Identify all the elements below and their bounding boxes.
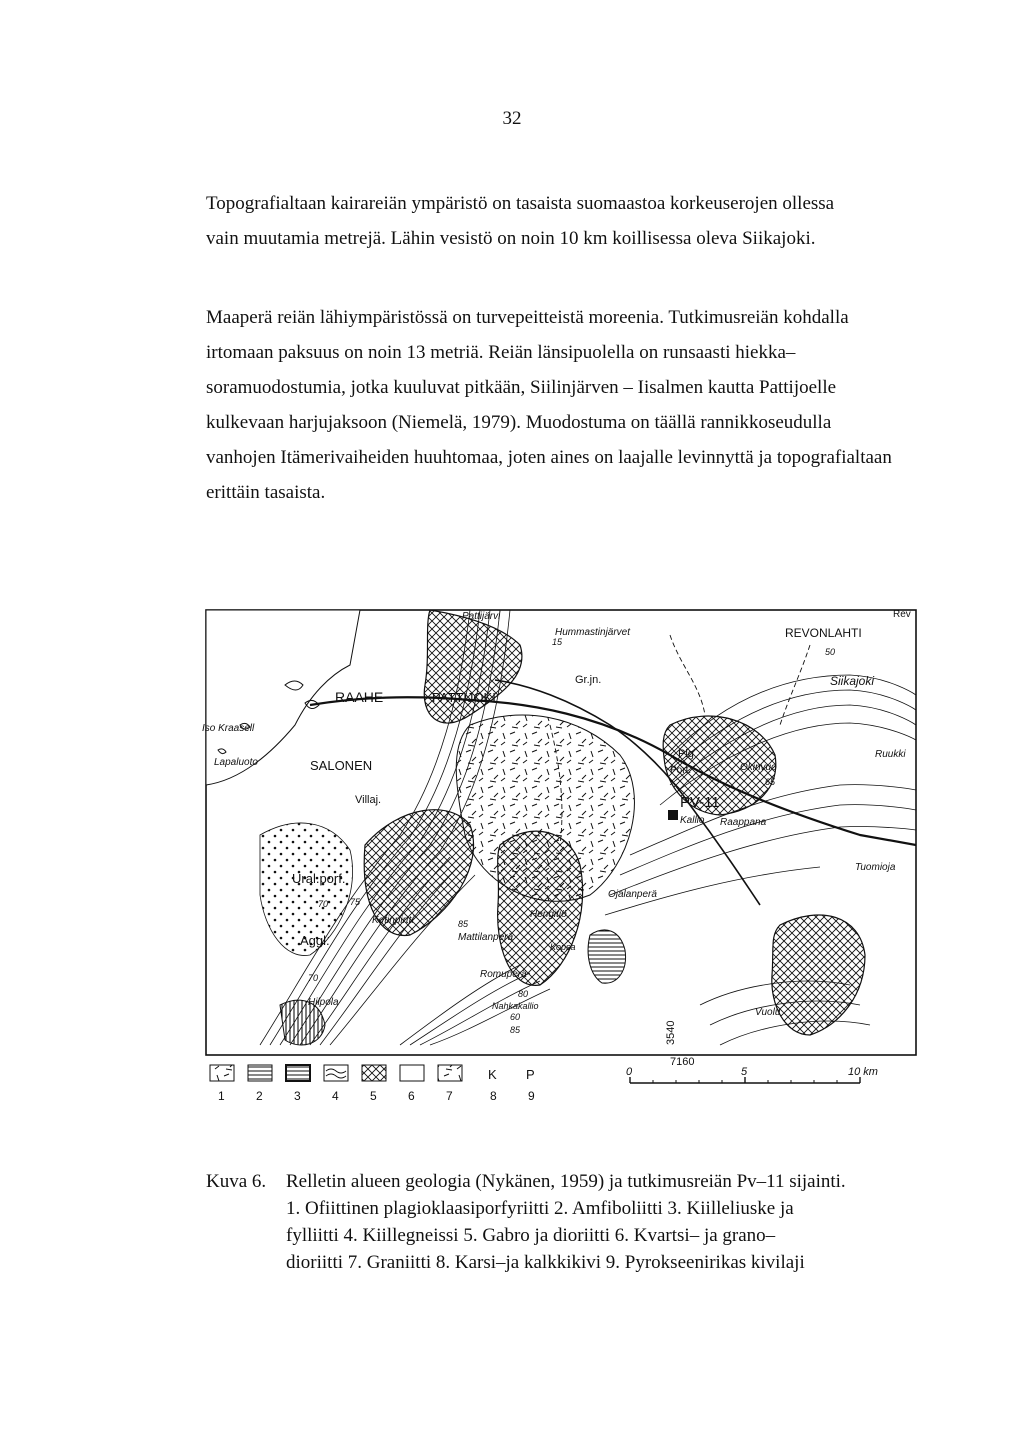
map-label: REVONLAHTI xyxy=(785,626,862,640)
text-line: soramuodostumia, jotka kuuluvat pitkään, Siilinjärven – Iisalmen kautta Pattijoelle xyxy=(206,377,837,398)
map-label: Raappana xyxy=(720,817,767,828)
map-label: Hummastinjärvet xyxy=(555,627,631,638)
text-line: vanhojen Itämerivaiheiden huuhtomaa, joten aines on laajalle levinnyttä ja topografialtaan xyxy=(206,447,892,468)
legend-swatch-7 xyxy=(438,1065,462,1081)
dip-value: 70 xyxy=(308,973,319,983)
paragraph-soil xyxy=(206,300,906,510)
dip-value: 70 xyxy=(318,899,329,909)
caption-line: dioriitti 7. Graniitti 8. Karsi–ja kalkkikivi 9. Pyrokseenirikas kivilaji xyxy=(286,1252,805,1273)
map-label: Lapaluoto xyxy=(214,757,258,768)
legend-swatch-3 xyxy=(286,1065,310,1081)
map-label: Aggl. xyxy=(300,933,330,948)
map-label: RAAHE xyxy=(335,689,384,705)
map-label: Kallio xyxy=(680,815,705,826)
legend-number: 1 xyxy=(218,1089,225,1103)
geology-map xyxy=(200,605,920,1105)
map-label: Plg xyxy=(678,748,694,760)
caption-line: fylliitti 4. Kiillegneissi 5. Gabro ja dioriitti 6. Kvartsi– ja grano– xyxy=(286,1225,776,1246)
legend-swatch-1 xyxy=(210,1065,234,1081)
dip-value: 50 xyxy=(825,647,836,657)
map-label: Tuomioja xyxy=(855,862,896,873)
map-hole-label: PV-11 xyxy=(680,794,720,811)
legend-swatch-4 xyxy=(324,1065,348,1081)
map-label: Pattijärvi xyxy=(462,611,501,622)
text-line: Topografialtaan kairareiän ympäristö on tasaista suomaastoa korkeuserojen ollessa xyxy=(206,193,835,214)
legend-number: 4 xyxy=(332,1089,339,1103)
map-legend xyxy=(210,1065,462,1081)
map-label: Okinvuo xyxy=(740,762,777,773)
caption-line: Relletin alueen geologia (Nykänen, 1959) ja tutkimusreiän Pv–11 sijainti. xyxy=(286,1171,846,1192)
caption-label: Kuva 6. xyxy=(206,1171,267,1192)
legend-wave xyxy=(326,1069,346,1078)
dip-value: 80 xyxy=(518,989,529,999)
map-label: Ural.porf. xyxy=(292,871,346,886)
dip-value: 85 xyxy=(510,1025,521,1035)
drill-hole-marker xyxy=(668,810,678,820)
dip-value: 15 xyxy=(552,637,563,647)
paragraph-topography xyxy=(206,186,906,256)
map-label: Kopsa xyxy=(550,942,576,952)
map-label: PATTIJOKI xyxy=(432,690,496,705)
map-label: Siikajoki xyxy=(830,674,875,688)
legend-swatch-5 xyxy=(362,1065,386,1081)
text-line: Maaperä reiän lähiympäristössä on turvepeitteistä moreenia. Tutkimusreiän kohdalla xyxy=(206,307,849,328)
map-label: Hengitiö xyxy=(530,909,567,920)
text-line: kulkevaan harjujaksoon (Niemelä, 1979). Muodostuma on täällä rannikkoseudulla xyxy=(206,412,832,433)
grid-number: 7160 xyxy=(670,1056,695,1068)
map-label: Hilpola xyxy=(308,997,339,1008)
scale-bar xyxy=(626,1056,878,1083)
legend-letter-k: K xyxy=(488,1067,497,1082)
scale-end: 10 km xyxy=(848,1066,878,1078)
legend-swatch-6 xyxy=(400,1065,424,1081)
legend-number: 7 xyxy=(446,1089,453,1103)
side-grid-number: 3540 xyxy=(665,1020,677,1045)
legend-letter-p: P xyxy=(526,1067,535,1082)
legend-swatch-2 xyxy=(248,1065,272,1081)
dip-value: 60 xyxy=(510,1012,521,1022)
map-label: Ketinpirtti xyxy=(372,915,414,926)
scale-mid: 5 xyxy=(741,1066,748,1078)
dip-value: 75 xyxy=(350,897,361,907)
legend-number: 8 xyxy=(490,1089,497,1103)
map-label: Porf. xyxy=(670,765,692,776)
text-line: irtomaan paksuus on noin 13 metriä. Reiän länsipuolella on runsaasti hiekka– xyxy=(206,342,796,363)
map-label: Ruukki xyxy=(875,749,906,760)
legend-number: 5 xyxy=(370,1089,377,1103)
map-label: SALONEN xyxy=(310,758,373,773)
map-label: Rev xyxy=(893,609,911,620)
map-label: Villaj. xyxy=(355,794,382,806)
legend-number: 6 xyxy=(408,1089,415,1103)
map-label: Iso Kraasell xyxy=(202,723,255,734)
legend-number: 3 xyxy=(294,1089,301,1103)
text-line: vain muutamia metrejä. Lähin vesistö on noin 10 km koillisessa oleva Siikajoki. xyxy=(206,228,816,249)
dip-value: 65 xyxy=(765,777,776,787)
map-label: Vuolu xyxy=(755,1007,781,1018)
legend-number: 9 xyxy=(528,1089,535,1103)
caption-line: 1. Ofiittinen plagioklaasiporfyriitti 2. Amfiboliitti 3. Kiilleliuske ja xyxy=(286,1198,794,1219)
scale-start: 0 xyxy=(626,1066,633,1078)
text-line: erittäin tasaista. xyxy=(206,482,326,503)
dip-value: 85 xyxy=(458,919,469,929)
map-label: Gr.jn. xyxy=(575,674,602,686)
caption-body xyxy=(286,1168,926,1276)
legend-number: 2 xyxy=(256,1089,263,1103)
map-label: Nahkakallio xyxy=(492,1001,539,1011)
page-number: 32 xyxy=(502,108,522,129)
map-label: Ojalanperä xyxy=(608,889,657,900)
map-label: Mattilanperä xyxy=(458,932,514,943)
map-label: Romuperä xyxy=(480,969,527,980)
geology-map-figure xyxy=(200,605,920,1105)
